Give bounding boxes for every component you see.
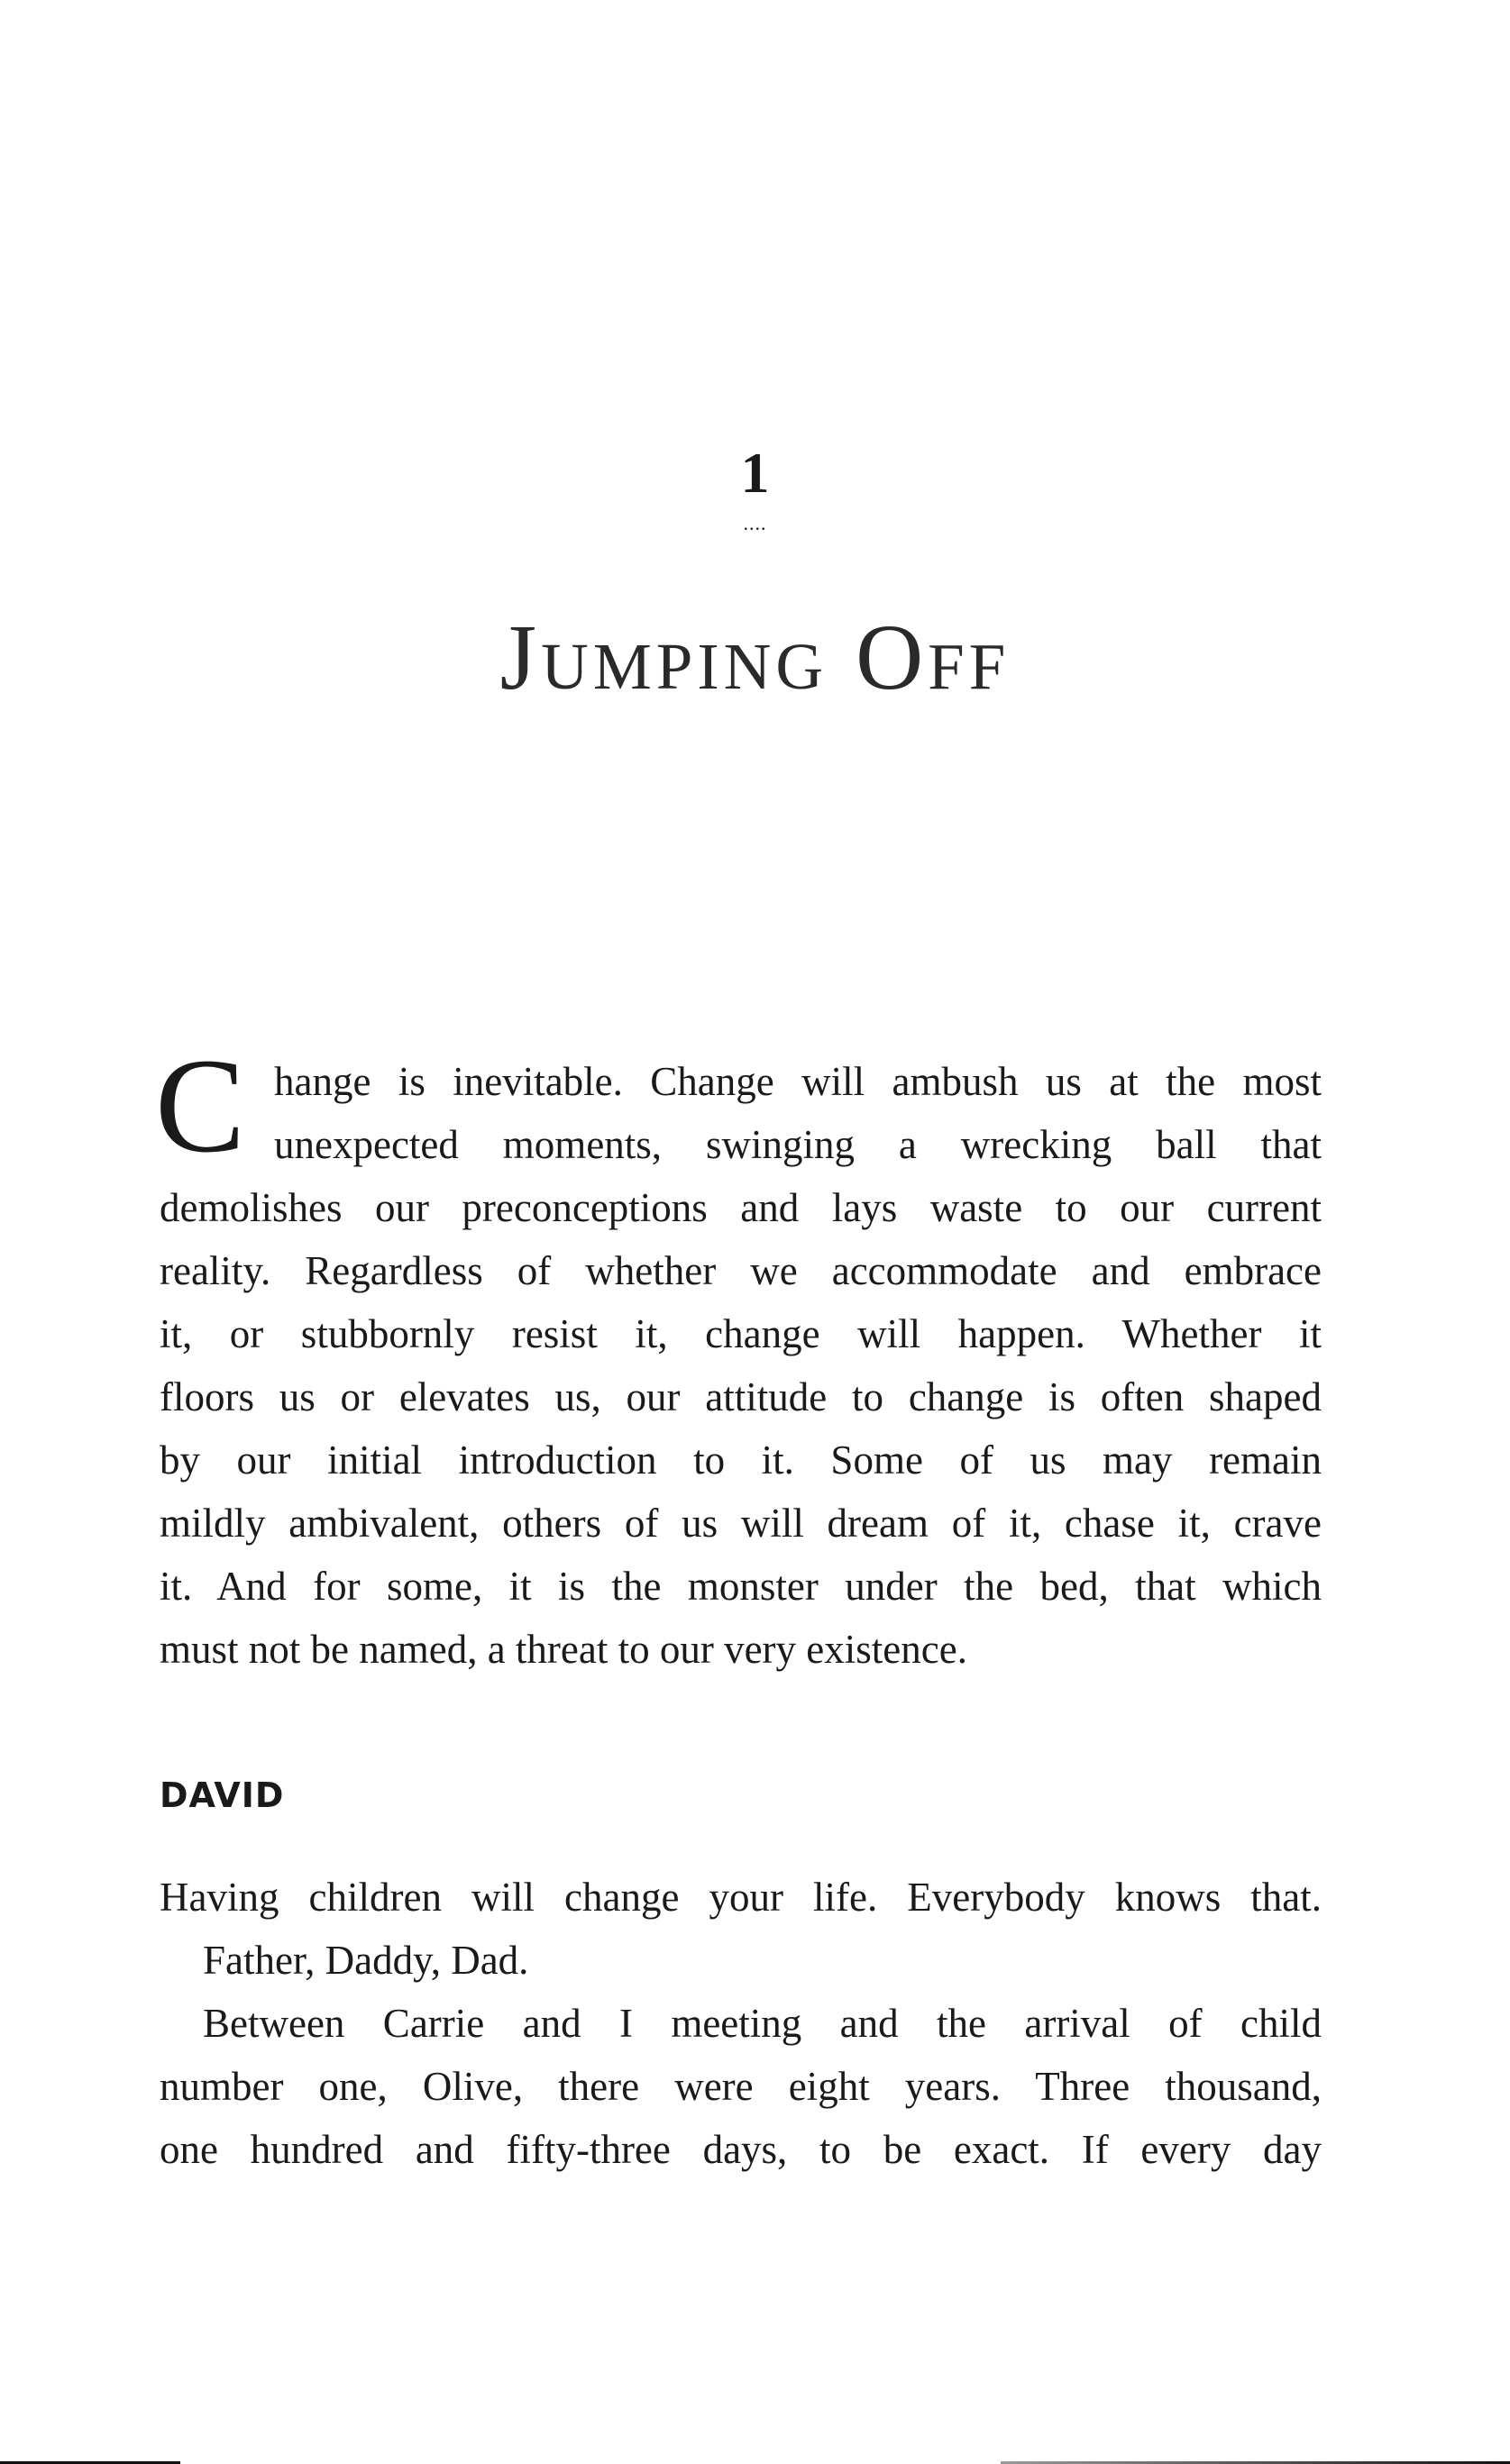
chapter-title: Jumping Off [499, 606, 1011, 709]
text-line: mildly ambivalent, others of us will dream of it, chase it, crave [160, 1501, 1322, 1546]
text-line: Between Carrie and I meeting and the arrival of child [203, 2001, 1322, 2046]
section-heading: DAVID [160, 1775, 285, 1815]
text-line: reality. Regardless of whether we accommodate and embrace [160, 1248, 1322, 1293]
text-line: Having children will change your life. Everybody knows that. [160, 1875, 1322, 1920]
text-line: Father, Daddy, Dad. [203, 1938, 529, 1983]
text-line: it, or stubbornly resist it, change will happen. Whether it [160, 1311, 1322, 1356]
text-line: must not be named, a threat to our very existence. [160, 1627, 967, 1672]
text-line: hange is inevitable. Change will ambush us at the most [274, 1059, 1322, 1104]
drop-cap: C [155, 1031, 246, 1181]
text-line: floors us or elevates us, our attitude to change is often shaped [160, 1374, 1322, 1419]
text-line: unexpected moments, swinging a wrecking ball that [274, 1122, 1322, 1167]
chapter-ornament: .... [743, 512, 767, 534]
text-line: by our initial introduction to it. Some of us may remain [160, 1437, 1322, 1483]
text-line: demolishes our preconceptions and lays waste to our current [160, 1185, 1322, 1230]
text-line: number one, Olive, there were eight years. Three thousand, [160, 2064, 1322, 2109]
text-line: one hundred and fifty-three days, to be exact. If every day [160, 2127, 1322, 2172]
text-line: it. And for some, it is the monster under the bed, that which [160, 1564, 1322, 1609]
chapter-number: 1 [740, 441, 770, 505]
